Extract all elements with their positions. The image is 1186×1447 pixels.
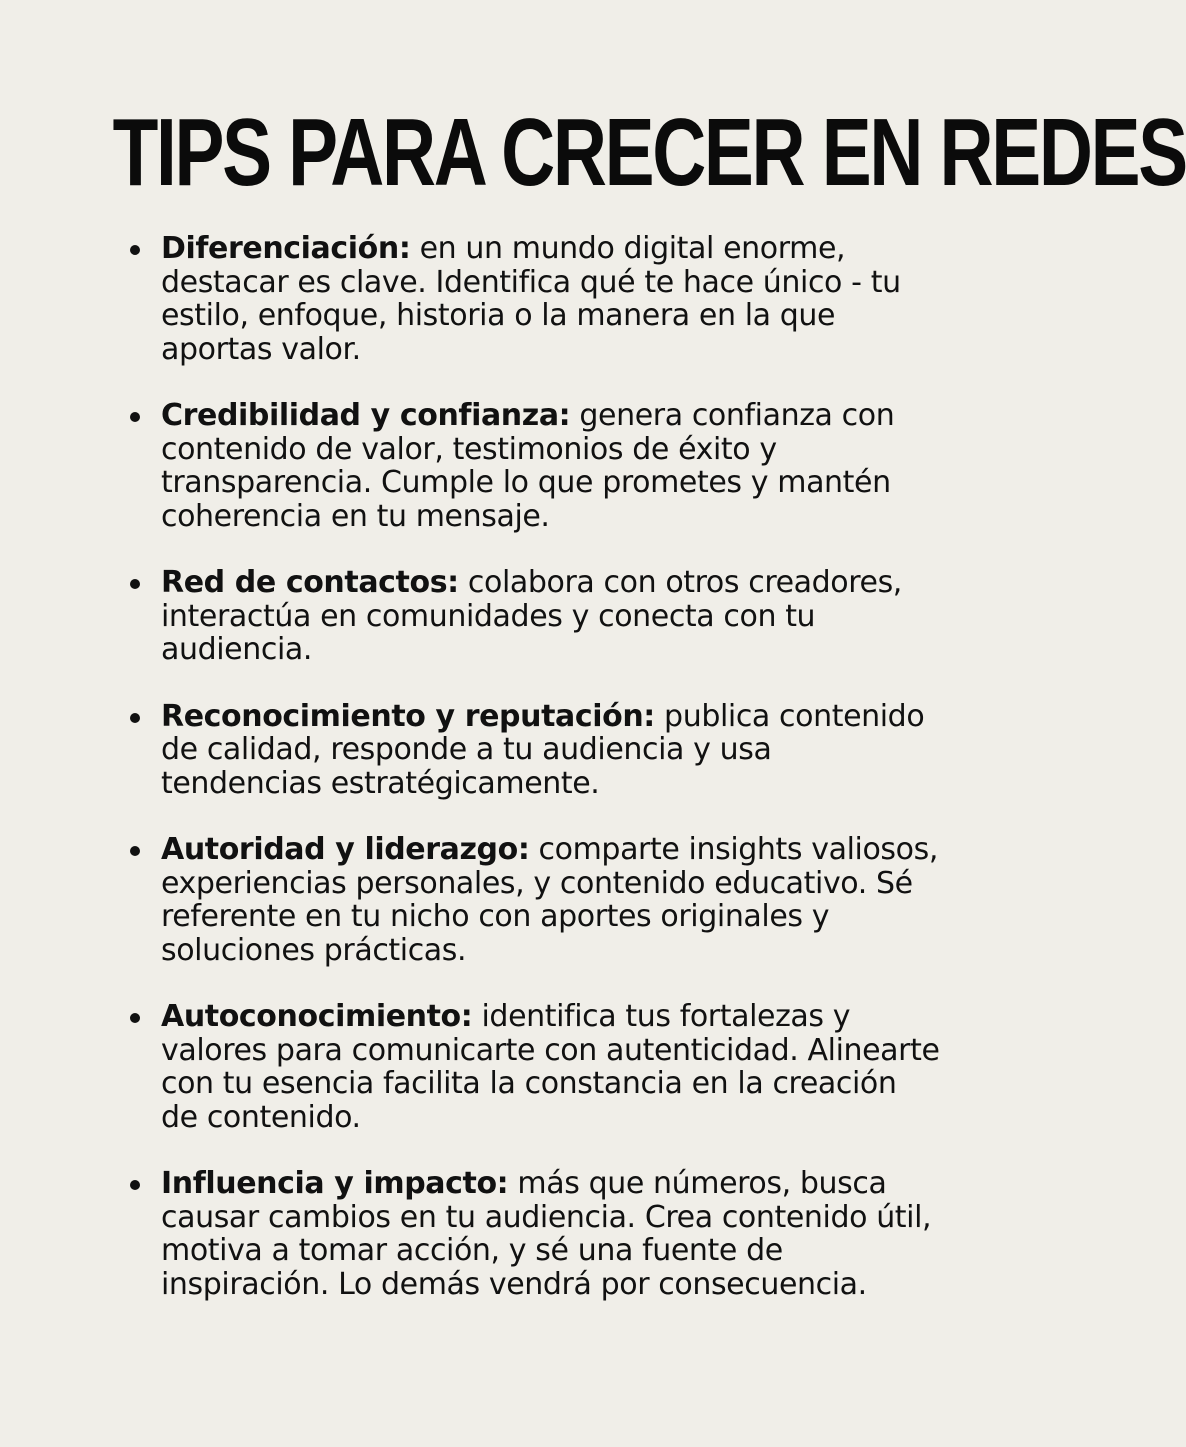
tip-red-de-contactos [161, 566, 941, 667]
tip-heading: Reconocimiento y reputación: [161, 698, 655, 734]
tip-text: genera confianza con contenido de valor, testimonios de éxito y transparencia. Cumple lo que prometes y mantén coherencia en tu mensaje. [161, 398, 895, 534]
tip-heading: Red de contactos: [161, 565, 459, 600]
page-title: TIPS PARA CRECER EN REDES [112, 99, 1186, 206]
tip-heading: Credibilidad y confianza: [161, 398, 571, 433]
bullet-icon [130, 1180, 140, 1190]
tip-reconocimiento [161, 700, 941, 801]
tip-text: publica contenido de calidad, responde a tu audiencia y usa tendencias estratégicamente. [161, 698, 925, 801]
tip-heading: Influencia y impacto: [161, 1166, 509, 1201]
tip-influencia [161, 1167, 941, 1301]
tip-text: en un mundo digital enorme, destacar es clave. Identifica qué te hace único - tu estilo, enfoque, historia o la manera en la que aportas valor. [161, 231, 901, 367]
bullet-icon [130, 713, 140, 723]
tip-heading: Autoridad y liderazgo: [161, 832, 530, 867]
tip-text: colabora con otros creadores, interactúa en comunidades y conecta con tu audiencia. [161, 565, 902, 667]
tip-autoridad [161, 833, 941, 967]
tip-diferenciacion [161, 232, 941, 366]
bullet-icon [130, 245, 140, 255]
tip-heading: Diferenciación: [161, 231, 411, 266]
tip-autoconocimiento [161, 1000, 941, 1134]
tip-text: más que números, busca causar cambios en tu audiencia. Crea contenido útil, motiva a tomar acción, y sé una fuente de inspiración. Lo demás vendrá por consecuencia. [161, 1166, 932, 1302]
bullet-icon [130, 846, 140, 856]
tip-heading: Autoconocimiento: [161, 999, 473, 1034]
tip-credibilidad [161, 399, 941, 533]
bullet-icon [130, 412, 140, 422]
bullet-icon [130, 1013, 140, 1023]
tips-list [161, 232, 941, 1301]
bullet-icon [130, 579, 140, 589]
tip-text: comparte insights valiosos, experiencias personales, y contenido educativo. Sé referente en tu nicho con aportes originales y soluciones prácticas. [161, 832, 938, 968]
tip-text: identifica tus fortalezas y valores para comunicarte con autenticidad. Alinearte con tu esencia facilita la constancia en la creación de contenido. [161, 999, 940, 1135]
